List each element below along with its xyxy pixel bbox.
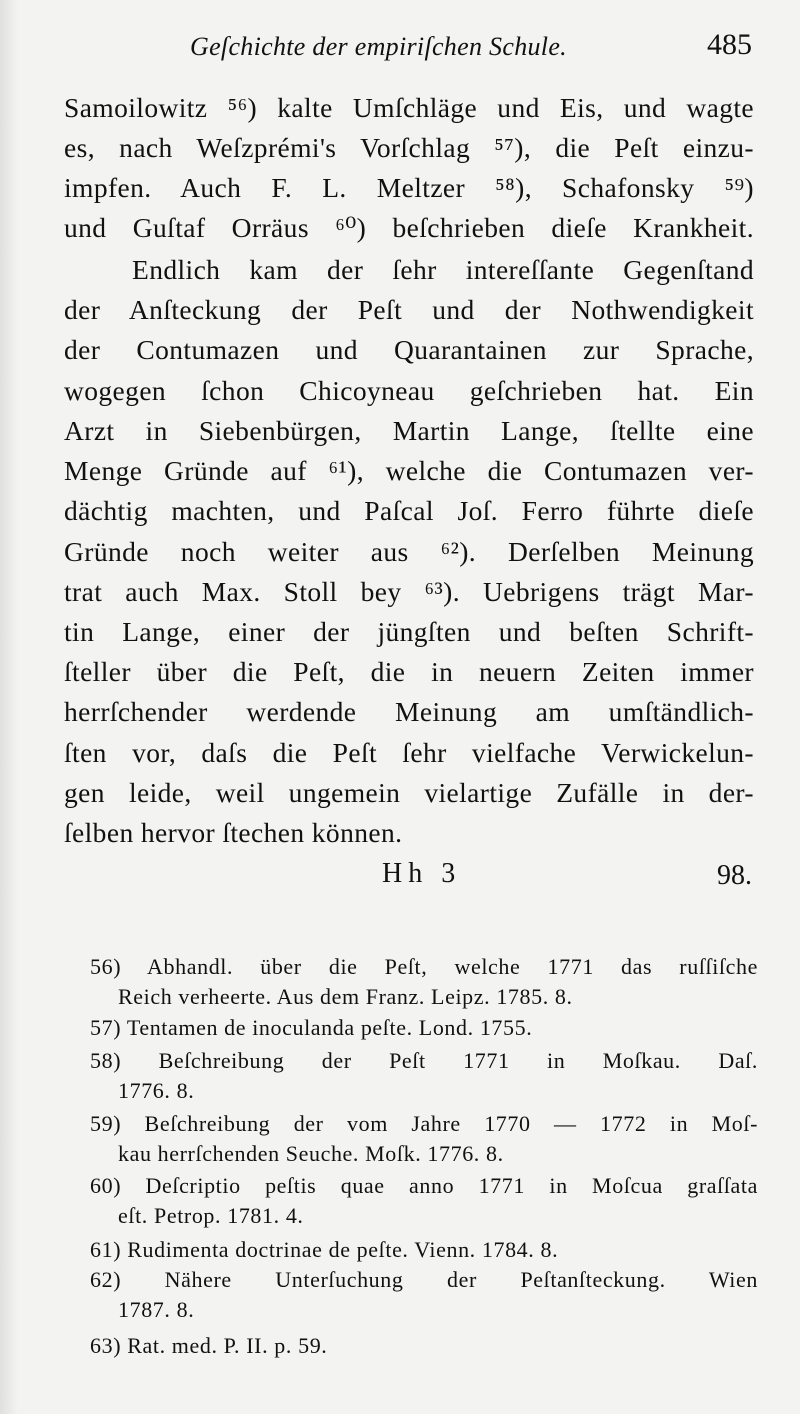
- footnote-59-cont: kau herrſchenden Seuche. Moſk. 1776. 8.: [118, 1141, 504, 1166]
- footnote-57: 57) Tentamen de inoculanda peſte. Lond. 1755.: [90, 1015, 533, 1040]
- catchword: 98.: [717, 860, 752, 891]
- body-line: der Contumazen und Quarantainen zur Sprache,: [64, 334, 754, 365]
- body-line: herrſchender werdende Meinung am umſtändlich-: [64, 696, 754, 727]
- body-line: Arzt in Siebenbürgen, Martin Lange, ſtellte eine: [64, 415, 754, 446]
- footnote-61: 61) Rudimenta doctrinae de peſte. Vienn. 1784. 8.: [90, 1237, 559, 1262]
- footnote-63: 63) Rat. med. P. II. p. 59.: [90, 1333, 328, 1358]
- body-line: der Anſteckung der Peſt und der Nothwendigkeit: [64, 294, 754, 325]
- body-line: gen leide, weil ungemein vielartige Zufälle in der-: [64, 777, 754, 808]
- body-line: und Guſtaf Orräus ⁶⁰) beſchrieben dieſe Krankheit.: [64, 212, 754, 243]
- signature-mark: Hh 3: [382, 858, 462, 889]
- body-line: Endlich kam der ſehr intereſſante Gegenſtand: [132, 254, 754, 285]
- footnote-56-cont: Reich verheerte. Aus dem Franz. Leipz. 1785. 8.: [118, 984, 573, 1009]
- footnote-58-cont: 1776. 8.: [118, 1078, 195, 1103]
- body-line: trat auch Max. Stoll bey ⁶³). Uebrigens trägt Mar-: [64, 576, 754, 607]
- page-edge-shadow: [0, 0, 18, 1414]
- body-line: Menge Gründe auf ⁶¹), welche die Contumazen ver-: [64, 455, 754, 486]
- running-title: Geſchichte der empiriſchen Schule.: [190, 32, 567, 61]
- footnote-62-cont: 1787. 8.: [118, 1297, 195, 1322]
- footnote-58: 58) Beſchreibung der Peſt 1771 in Moſkau. Daſ.: [90, 1048, 758, 1073]
- body-line: tin Lange, einer der jüngſten und beſten Schrift-: [64, 616, 754, 647]
- footnote-60: 60) Deſcriptio peſtis quae anno 1771 in Moſcua graſſata: [90, 1173, 758, 1198]
- body-line: es, nach Weſzprémi's Vorſchlag ⁵⁷), die Peſt einzu-: [64, 132, 754, 163]
- body-line: impfen. Auch F. L. Meltzer ⁵⁸), Schafonsky ⁵⁹): [64, 172, 754, 203]
- footnote-60-cont: eſt. Petrop. 1781. 4.: [118, 1203, 304, 1228]
- body-line: wogegen ſchon Chicoyneau geſchrieben hat. Ein: [64, 375, 754, 406]
- body-line: ſelben hervor ſtechen können.: [64, 817, 403, 848]
- footnote-62: 62) Nähere Unterſuchung der Peſtanſteckung. Wien: [90, 1267, 758, 1292]
- page-number: 485: [707, 28, 752, 61]
- footnote-59: 59) Beſchreibung der vom Jahre 1770 — 1772 in Moſ-: [90, 1111, 758, 1136]
- body-line: Samoilowitz ⁵⁶) kalte Umſchläge und Eis, und wagte: [64, 92, 754, 123]
- footnote-56: 56) Abhandl. über die Peſt, welche 1771 das ruſſiſche: [90, 954, 758, 979]
- body-line: Gründe noch weiter aus ⁶²). Derſelben Meinung: [64, 536, 754, 567]
- body-line: dächtig machten, und Paſcal Joſ. Ferro führte dieſe: [64, 495, 754, 526]
- body-line: ſten vor, daſs die Peſt ſehr vielfache Verwickelun-: [64, 737, 754, 768]
- body-line: ſteller über die Peſt, die in neuern Zeiten immer: [64, 656, 754, 687]
